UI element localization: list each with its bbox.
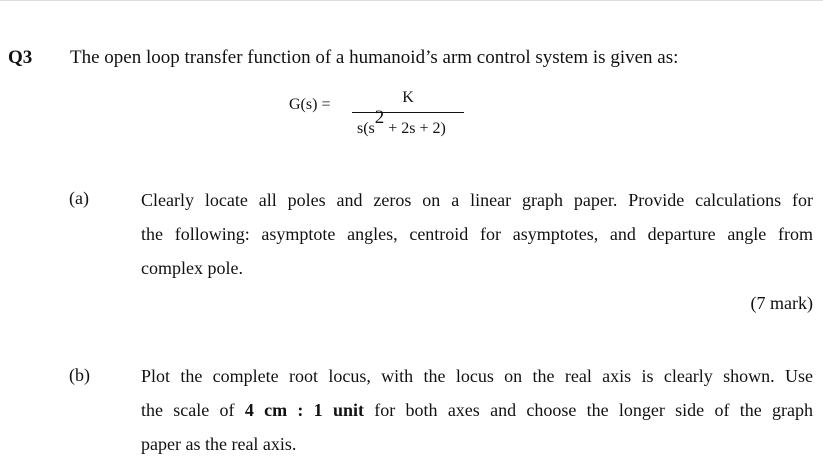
part-a-text [141,183,813,285]
equation-numerator: K [402,89,414,106]
part-b-line-2 [141,393,813,427]
part-a-line-1: Clearly locate all poles and zeros on a linear graph paper. Provide calculations for [141,190,813,210]
equation-denominator [357,107,446,139]
question-number: Q3 [8,47,33,68]
denominator-prefix: s(s [357,120,375,137]
part-b-line-2-post: for both axes and choose the longer side of the graph [363,400,813,420]
part-a-mark: (7 mark) [750,293,813,313]
scale-text: 4 cm : 1 unit [244,400,364,420]
part-a-label: (a) [69,188,89,208]
part-b-line-3: paper as the real axis. [141,434,297,454]
equation-lhs: G(s) = [289,96,331,113]
part-b-line-2-pre: the scale of [141,400,245,420]
denominator-suffix: + 2s + 2) [384,120,446,137]
fraction-bar [352,112,464,113]
part-b-label: (b) [69,365,90,385]
part-a-line-3: complex pole. [141,258,243,278]
part-a-line-2: the following: asymptote angles, centroid for asymptotes, and departure angle from [141,224,813,244]
part-b-text [141,359,813,461]
top-divider [0,0,823,1]
part-b-line-1: Plot the complete root locus, with the locus on the real axis is clearly shown. Use [141,366,813,386]
question-text: The open loop transfer function of a humanoid’s arm control system is given as: [70,47,679,68]
denominator-exponent: 2 [374,107,385,128]
